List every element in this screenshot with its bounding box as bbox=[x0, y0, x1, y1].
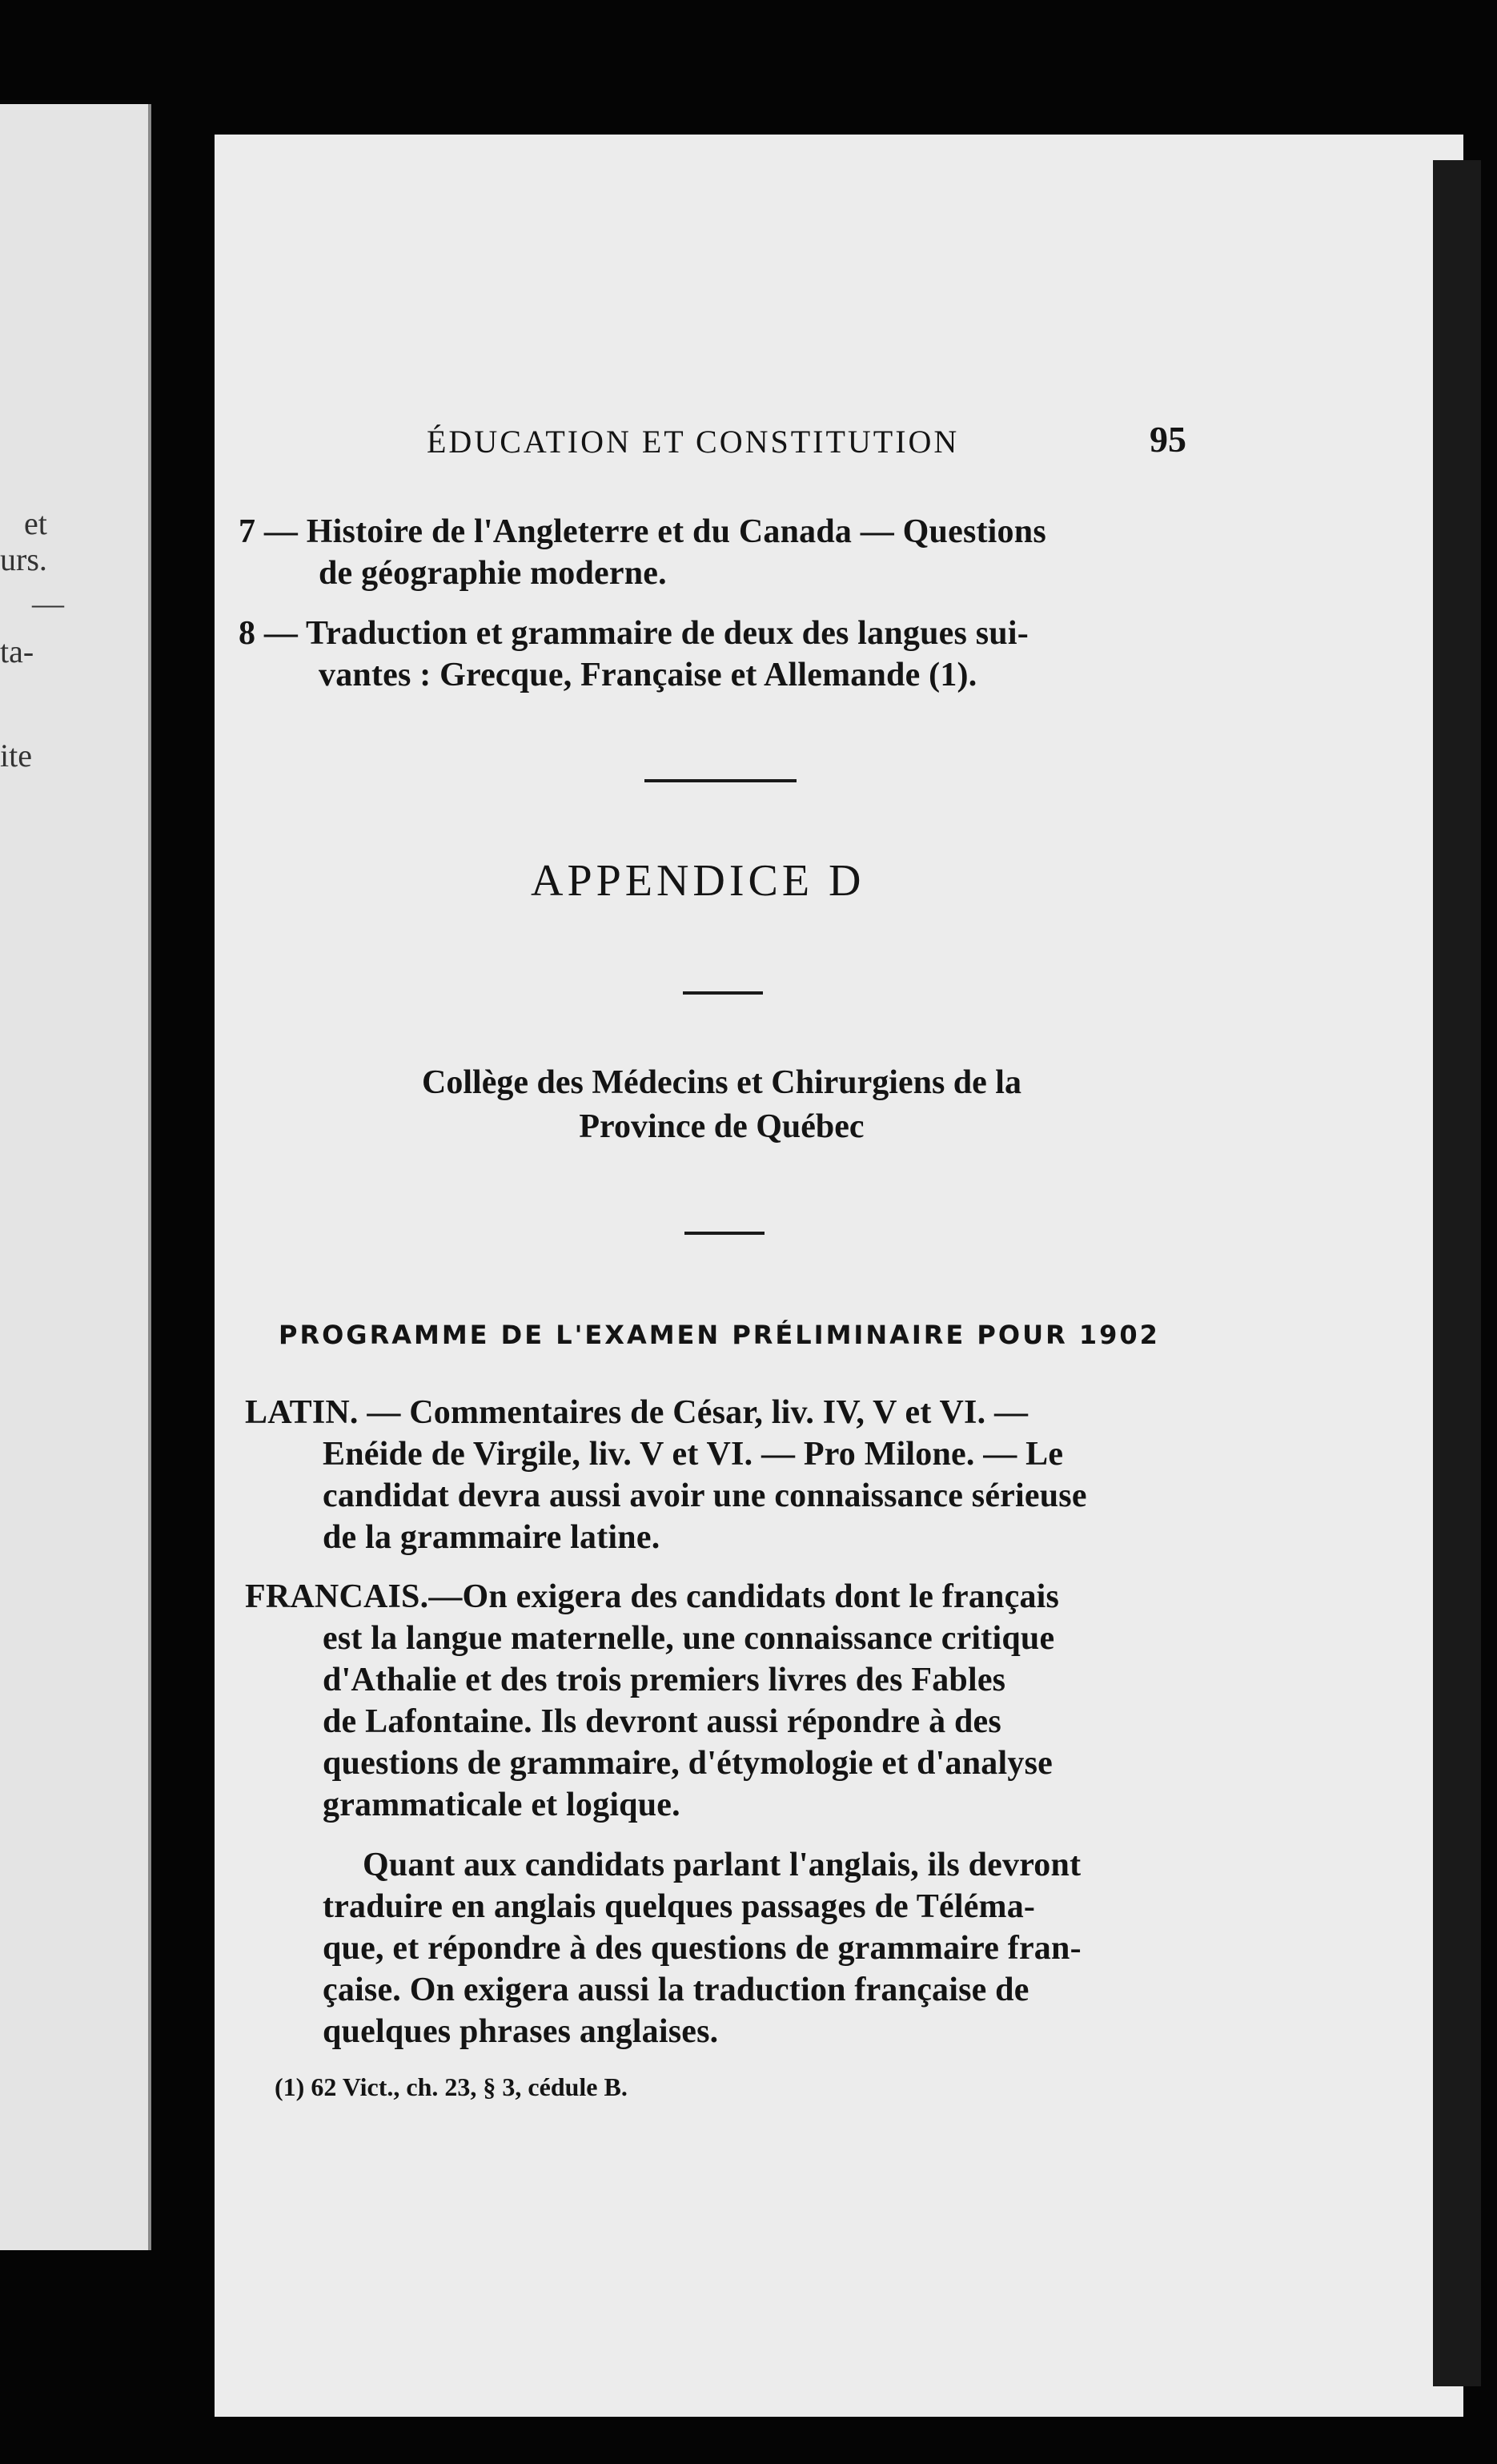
margin-fragment: et bbox=[24, 505, 47, 541]
item-7-line2: de géographie moderne. bbox=[319, 555, 667, 592]
anglais-line: quelques phrases anglaises. bbox=[323, 2013, 719, 2050]
margin-fragment: ite bbox=[0, 738, 32, 774]
francais-line: est la langue maternelle, une connaissance critique bbox=[323, 1620, 1055, 1657]
item-8-line2: vantes : Grecque, Française et Allemande (1). bbox=[319, 657, 977, 693]
francais-line: FRANCAIS.—On exigera des candidats dont le français bbox=[245, 1578, 1060, 1615]
latin-line: candidat devra aussi avoir une connaissance sérieuse bbox=[323, 1477, 1087, 1514]
anglais-line: Quant aux candidats parlant l'anglais, ils devront bbox=[363, 1847, 1082, 1883]
facing-page-edge bbox=[0, 104, 151, 2250]
margin-fragment: ta- bbox=[0, 633, 34, 669]
francais-line: de Lafontaine. Ils devront aussi répondre à des bbox=[323, 1703, 1001, 1740]
running-title: ÉDUCATION ET CONSTITUTION bbox=[427, 424, 960, 460]
margin-fragment: urs. bbox=[0, 541, 47, 577]
college-name-line2: Province de Québec bbox=[579, 1108, 865, 1145]
section-rule bbox=[683, 991, 763, 995]
book-page bbox=[215, 135, 1463, 2417]
footnote: (1) 62 Vict., ch. 23, § 3, cédule B. bbox=[275, 2072, 628, 2101]
section-rule bbox=[644, 779, 797, 782]
item-7-line1: 7 — Histoire de l'Angleterre et du Canada — Questions bbox=[239, 513, 1046, 550]
page-edge-shadow bbox=[1433, 160, 1481, 2386]
section-rule bbox=[684, 1232, 765, 1235]
latin-line: de la grammaire latine. bbox=[323, 1519, 660, 1556]
anglais-line: traduire en anglais quelques passages de Téléma- bbox=[323, 1888, 1036, 1925]
program-heading: PROGRAMME DE L'EXAMEN PRÉLIMINAIRE POUR 1902 bbox=[279, 1320, 1160, 1350]
francais-line: questions de grammaire, d'étymologie et d'analyse bbox=[323, 1745, 1053, 1782]
francais-line: d'Athalie et des trois premiers livres des Fables bbox=[323, 1662, 1006, 1698]
college-name-line1: Collège des Médecins et Chirurgiens de la bbox=[422, 1064, 1021, 1101]
latin-line: Enéide de Virgile, liv. V et VI. — Pro Milone. — Le bbox=[323, 1436, 1064, 1473]
latin-line: LATIN. — Commentaires de César, liv. IV, V et VI. — bbox=[245, 1394, 1029, 1431]
anglais-line: çaise. On exigera aussi la traduction française de bbox=[323, 1972, 1029, 2008]
page-number: 95 bbox=[1150, 419, 1186, 460]
margin-fragment: — bbox=[32, 585, 64, 621]
anglais-line: que, et répondre à des questions de grammaire fran- bbox=[323, 1930, 1082, 1967]
francais-line: grammaticale et logique. bbox=[323, 1787, 680, 1823]
appendix-title: APPENDICE D bbox=[531, 856, 865, 906]
item-8-line1: 8 — Traduction et grammaire de deux des langues sui- bbox=[239, 615, 1029, 652]
